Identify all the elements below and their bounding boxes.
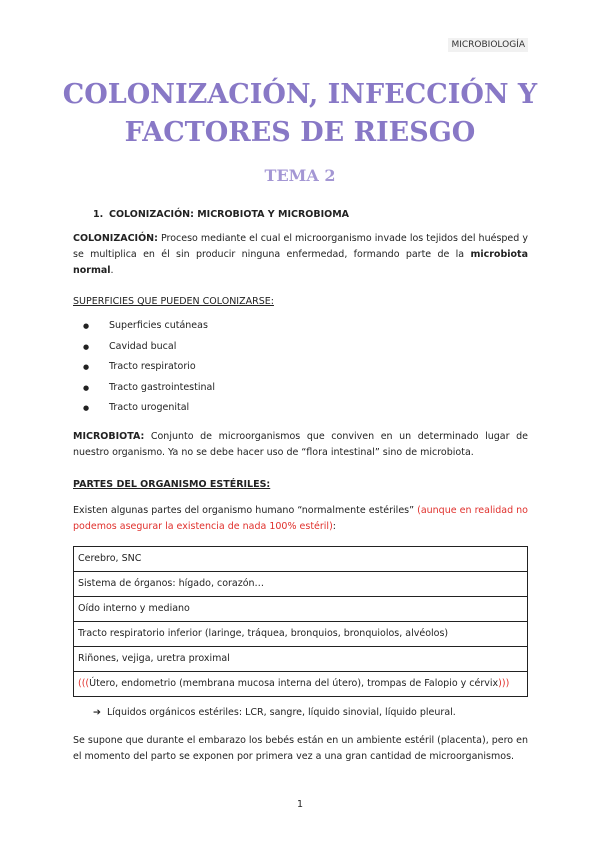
esteriles-intro-end: :: [332, 521, 336, 533]
list-item: [83, 400, 528, 416]
paren-close: ))): [498, 678, 510, 690]
header-label: MICROBIOLOGÍA: [448, 38, 528, 52]
bullet-icon: ●: [83, 342, 90, 351]
list-item-text: Tracto gastrointestinal: [109, 381, 215, 393]
microbiota-paragraph: [73, 429, 528, 461]
table-cell: Riñones, vejiga, uretra proximal: [74, 647, 528, 672]
table-cell: Tracto respiratorio inferior (laringe, tráquea, bronquios, bronquiolos, alvéolos): [74, 622, 528, 647]
list-item: [83, 359, 528, 375]
colonizacion-period: .: [110, 265, 114, 276]
table-cell: [74, 672, 528, 697]
paren-open: (((: [78, 678, 90, 690]
microbiota-text: Conjunto de microorganismos que conviven en un determinado lugar de nuestro organismo. Ya no se debe hacer uso de “flora intestinal” sino de microbiota.: [73, 431, 528, 459]
list-item: [83, 380, 528, 396]
superficies-list: [83, 318, 528, 416]
section-heading: [93, 207, 528, 223]
colonizacion-paragraph: [73, 231, 528, 279]
esteriles-intro-red: (aunque en realidad no podemos asegurar la existencia de nada 100% estéril): [73, 505, 528, 533]
bullet-icon: ●: [83, 404, 90, 413]
arrow-note: [93, 705, 528, 721]
closing-paragraph: Se supone que durante el embarazo los bebés están en un ambiente estéril (placenta), pero en el momento del parto se exponen por primera vez a una gran cantidad de microorganismos.: [73, 735, 528, 763]
colonizacion-text: Proceso mediante el cual el microorganismo invade los tejidos del huésped y se multiplica en él sin producir ninguna enfermedad, formando parte de la: [73, 233, 528, 260]
esteriles-heading: PARTES DEL ORGANISMO ESTÉRILES:: [73, 479, 271, 491]
content: [73, 207, 528, 765]
list-item-text: Superficies cutáneas: [109, 320, 208, 331]
table-row: [74, 572, 528, 597]
esteriles-intro-text: Existen algunas partes del organismo humano “normalmente estériles”: [73, 505, 418, 517]
page-number: 1: [296, 799, 304, 810]
bullet-icon: ●: [83, 363, 90, 372]
microbiota-term: MICROBIOTA:: [73, 431, 145, 443]
bullet-icon: ●: [83, 383, 90, 392]
arrow-note-text: Líquidos orgánicos estériles: LCR, sangre, líquido sinovial, líquido pleural.: [107, 707, 456, 719]
table-cell: Sistema de órganos: hígado, corazón…: [74, 572, 528, 597]
table-row: [74, 672, 528, 697]
list-item-text: Tracto respiratorio: [109, 361, 196, 373]
list-item-text: Cavidad bucal: [109, 340, 177, 352]
table-row: [74, 547, 528, 572]
table-row: [74, 622, 528, 647]
document-subtitle: TEMA 2: [264, 166, 336, 185]
bullet-icon: ●: [83, 322, 90, 330]
colonizacion-bold: microbiota normal: [73, 249, 528, 276]
superficies-heading: SUPERFICIES QUE PUEDEN COLONIZARSE:: [73, 296, 274, 307]
colonizacion-term: COLONIZACIÓN:: [73, 233, 158, 244]
esteriles-intro: [73, 503, 528, 535]
section-heading-text: COLONIZACIÓN: MICROBIOTA Y MICROBIOMA: [109, 209, 350, 220]
list-item-text: Tracto urogenital: [109, 402, 190, 414]
document-title: COLONIZACIÓN, INFECCIÓN Y FACTORES DE RIESGO: [62, 79, 538, 148]
table-cell: Cerebro, SNC: [74, 547, 528, 572]
table-cell: Oído interno y mediano: [74, 597, 528, 622]
table-cell-text: Útero, endometrio (membrana mucosa interna del útero), trompas de Falopio y cérvix: [89, 678, 499, 690]
arrow-right-icon: ➔: [93, 707, 101, 719]
sterile-parts-table: [73, 546, 528, 697]
list-item: [83, 318, 528, 334]
table-row: [74, 647, 528, 672]
section-number: 1.: [93, 209, 104, 220]
list-item: [83, 339, 528, 355]
table-row: [74, 597, 528, 622]
